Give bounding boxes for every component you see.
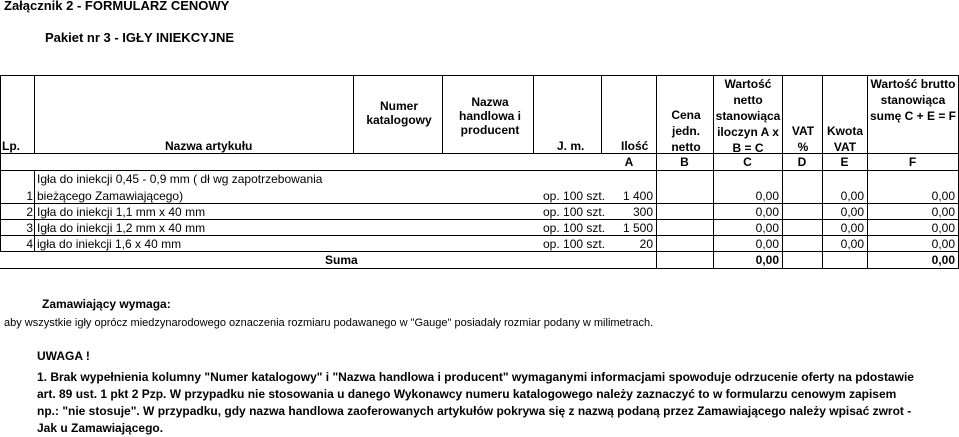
row-vat-amount: 0,00 <box>840 205 864 219</box>
row-lp: 1 <box>26 189 33 203</box>
warning-heading: UWAGA ! <box>37 349 90 363</box>
row-article-name-cont: bieżącego Zamawiającego) <box>37 189 184 203</box>
row-quantity: 1 400 <box>622 189 653 203</box>
sum-gross-value: 0,00 <box>931 253 955 267</box>
document-title: Załącznik 2 - FORMULARZ CENOWY <box>4 0 230 13</box>
letter-b: B <box>680 155 689 169</box>
row-gross-value: 0,00 <box>931 237 955 251</box>
letter-d: D <box>797 155 807 169</box>
row-article-name: igła do iniekcji 1,6 x 40 mm <box>37 237 182 251</box>
header-quantity: Ilość <box>621 139 649 153</box>
header-vat-amount: Kwota VAT <box>827 124 863 154</box>
row-article-name: Igła do iniekcji 1,1 mm x 40 mm <box>37 205 206 219</box>
row-gross-value: 0,00 <box>931 221 955 235</box>
row-quantity: 1 500 <box>622 221 653 235</box>
row-quantity: 300 <box>632 205 653 219</box>
row-article-name: Igła do iniekcji 0,45 - 0,9 mm ( dł wg zapotrzebowania <box>37 172 323 186</box>
header-gross-value: Wartość brutto stanowiąca sumę C + E = F <box>869 77 957 123</box>
sum-label: Suma <box>325 253 358 267</box>
row-unit: op. 100 szt. <box>543 237 606 251</box>
row-vat-amount: 0,00 <box>840 189 864 203</box>
header-unit-price: Cena jedn. netto <box>671 108 701 154</box>
sum-net-value: 0,00 <box>755 253 779 267</box>
row-vat-amount: 0,00 <box>840 221 864 235</box>
letter-e: E <box>840 155 849 169</box>
row-net-value: 0,00 <box>755 221 779 235</box>
letter-f: F <box>908 155 917 169</box>
row-lp: 3 <box>26 221 33 235</box>
row-unit: op. 100 szt. <box>543 205 606 219</box>
header-net-value: Wartość netto stanowiąca iloczyn A x B = C <box>715 77 781 155</box>
header-article-name: Nazwa artykułu <box>165 139 253 153</box>
header-vat-percent: VAT % <box>791 124 815 154</box>
row-vat-amount: 0,00 <box>840 237 864 251</box>
header-unit: J. m. <box>557 139 585 153</box>
header-catalog-number: Numer katalogowy <box>366 99 432 127</box>
row-net-value: 0,00 <box>755 205 779 219</box>
letter-a: A <box>624 155 634 169</box>
header-trade-name-producer: Nazwa handlowa i producent <box>458 95 521 137</box>
row-lp: 4 <box>26 237 33 251</box>
letter-c: C <box>743 155 752 169</box>
row-net-value: 0,00 <box>755 237 779 251</box>
row-gross-value: 0,00 <box>931 189 955 203</box>
requirement-text: aby wszystkie igły oprócz miedzynarodowego oznaczenia rozmiaru podawanego w "Gauge" posiadały rozmiar podany w milimetrach. <box>4 317 654 329</box>
row-unit: op. 100 szt. <box>543 189 606 203</box>
warning-text: 1. Brak wypełnienia kolumny "Numer katalogowy" i "Nazwa handlowa i producent" wymaganymi informacjami spowoduje odrzucenie oferty na pdostawie art. 89 ust. 1 pkt 2 Pzp. W przypadku nie stosowania u danego Wykonawcy numeru katalogowego należy zaznaczyć to w formularzu cenowym zapisem np.: "nie stosuje". W przypadku, gdy nazwa handlowa zaoferowanych artykułów pokrywa się z nazwą podaną przez Zamawiającego należy wpisać zwrot - Jak u Zamawiającego. <box>37 370 914 435</box>
document-subtitle: Pakiet nr 3 - IGŁY INIEKCYJNE <box>45 30 235 45</box>
row-unit: op. 100 szt. <box>543 221 606 235</box>
row-net-value: 0,00 <box>755 189 779 203</box>
header-lp: Lp. <box>2 139 20 153</box>
row-article-name: Igła do iniekcji 1,2 mm x 40 mm <box>37 221 206 235</box>
row-gross-value: 0,00 <box>931 205 955 219</box>
requirement-heading: Zamawiający wymaga: <box>42 297 171 311</box>
row-lp: 2 <box>26 205 33 219</box>
row-quantity: 20 <box>639 237 653 251</box>
